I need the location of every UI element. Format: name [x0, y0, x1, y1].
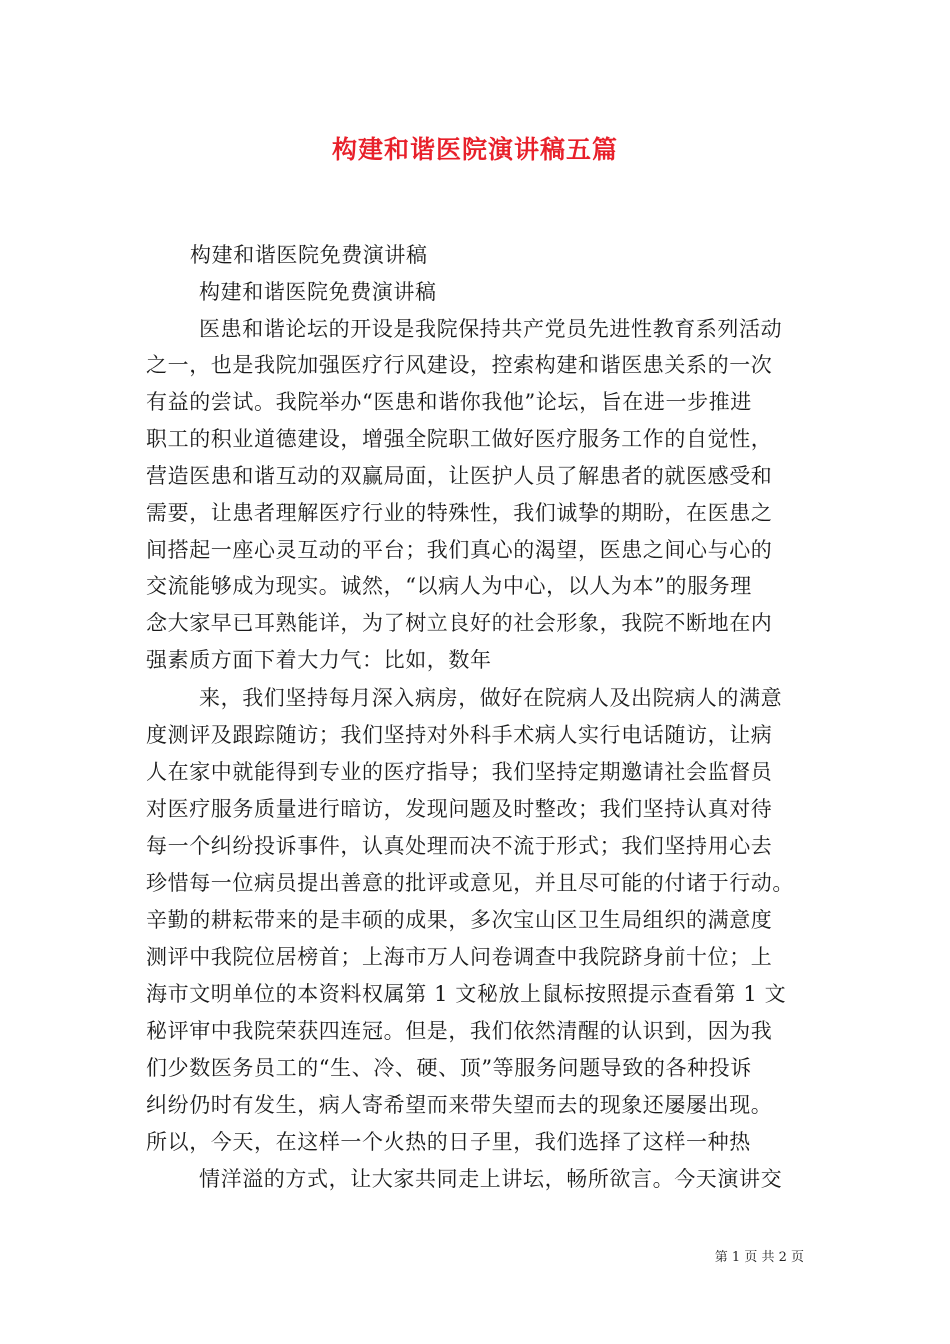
body-line: 念大家早已耳熟能详，为了树立良好的社会形象，我院不断地在内 — [146, 611, 773, 635]
body-line: 间搭起一座心灵互动的平台；我们真心的渴望，医患之间心与心的 — [146, 538, 773, 562]
body-line: 纠纷仍时有发生，病人寄希望而来带失望而去的现象还屡屡出现。 — [146, 1093, 773, 1117]
body-line: 情洋溢的方式，让大家共同走上讲坛，畅所欲言。今天演讲交 — [199, 1167, 783, 1191]
body-line: 对医疗服务质量进行暗访，发现问题及时整改；我们坚持认真对待 — [146, 797, 773, 821]
body-line: 营造医患和谐互动的双赢局面，让医护人员了解患者的就医感受和 — [146, 464, 773, 488]
page-number: 第 1 页 共 2 页 — [714, 1250, 804, 1265]
body-line: 医患和谐论坛的开设是我院保持共产党员先进性教育系列活动 — [199, 317, 783, 341]
body-line: 海市文明单位的本资料权属第 1 文秘放上鼠标按照提示查看第 1 文 — [146, 982, 787, 1006]
body-line: 度测评及跟踪随访；我们坚持对外科手术病人实行电话随访，让病 — [146, 723, 773, 747]
body-line: 交流能够成为现实。诚然，“以病人为中心，以人为本”的服务理 — [146, 574, 752, 598]
body-line: 测评中我院位居榜首；上海市万人问卷调查中我院跻身前十位；上 — [146, 945, 773, 969]
body-line: 辛勤的耕耘带来的是丰硕的成果，多次宝山区卫生局组织的满意度 — [146, 908, 773, 932]
body-line: 需要，让患者理解医疗行业的特殊性，我们诚挚的期盼，在医患之 — [146, 501, 773, 525]
body-line: 之一，也是我院加强医疗行风建设，控索构建和谐医患关系的一次 — [146, 353, 773, 377]
body-line: 有益的尝试。我院举办“医患和谐你我他”论坛，旨在进一步推进 — [146, 390, 752, 414]
body-line: 秘评审中我院荣获四连冠。但是，我们依然清醒的认识到，因为我 — [146, 1019, 773, 1043]
body-line: 所以，今天，在这样一个火热的日子里，我们选择了这样一种热 — [146, 1130, 751, 1154]
body-line: 每一个纠纷投诉事件，认真处理而决不流于形式；我们坚持用心去 — [146, 834, 773, 858]
body-line: 来，我们坚持每月深入病房，做好在院病人及出院病人的满意 — [199, 686, 783, 710]
body-line: 职工的积业道德建设，增强全院职工做好医疗服务工作的自觉性， — [146, 427, 773, 451]
subtitle-line-2: 构建和谐医院免费演讲稿 — [199, 280, 437, 304]
subtitle-line-1: 构建和谐医院免费演讲稿 — [190, 243, 428, 267]
body-line: 强素质方面下着大力气：比如，数年 — [146, 648, 492, 672]
body-line: 们少数医务员工的“生、冷、硬、顶”等服务问题导致的各种投诉 — [146, 1056, 752, 1080]
body-line: 人在家中就能得到专业的医疗指导；我们坚持定期邀请社会监督员 — [146, 760, 773, 784]
document-title: 构建和谐医院演讲稿五篇 — [331, 135, 618, 164]
body-line: 珍惜每一位病员提出善意的批评或意见，并且尽可能的付诸于行动。 — [146, 871, 794, 895]
